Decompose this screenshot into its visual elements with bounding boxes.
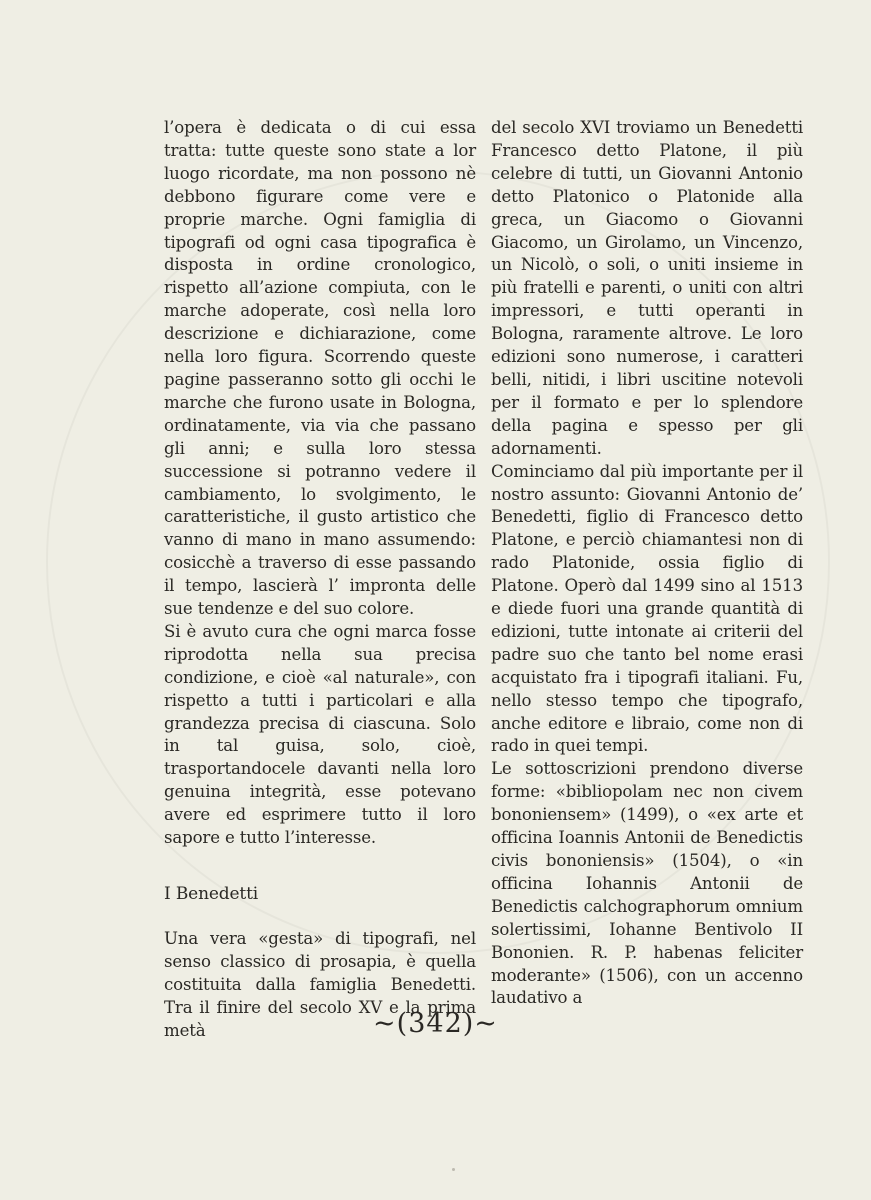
section-heading: I Benedetti: [164, 884, 259, 904]
right-column: [491, 117, 803, 1010]
paragraph: del secolo XVI troviamo un Benedetti Francesco detto Platone, il più celebre di tutti, un Giovanni Antonio detto Platonico o Platonide alla greca, un Giacomo o Giovanni Giacomo, un Girolamo, un Vincenzo, un Nicolò, o soli, o uniti insieme in più fratelli e parenti, o uniti con altri impressori, e tutti operanti in Bologna, raramente altrove. Le loro edizioni sono numerose, i caratteri belli, nitidi, i libri uscitine notevoli per il formato e per lo splendore della pagina e spesso per gli adornamenti.: [491, 118, 803, 458]
paragraph: Si è avuto cura che ogni marca fosse riprodotta nella sua precisa condizione, e cioè «al naturale», con rispetto a tutti i particolari e alla grandezza precisa di ciascuna. Solo in tal guisa, solo, cioè, trasportandocele davanti nella loro genuina integrità, esse potevano avere ed esprimere tutto il loro sapore e tutto l’interesse.: [164, 621, 476, 848]
page-number: [0, 1008, 871, 1039]
page-number-ornament-left: ~(: [373, 1008, 409, 1039]
paper-speck: [452, 1168, 455, 1171]
paragraph: l’opera è dedicata o di cui essa tratta: tutte queste sono state a lor luogo ricordate, ma non possono nè debbono figurare come vere e proprie marche. Ogni famiglia di tipografi od ogni casa tipografica è disposta in ordine cronologico, rispetto all’azione compiuta, con le marche adoperate, così nella loro descrizione e dichiarazione, come nella loro figura. Scorrendo queste pagine passeranno sotto gli occhi le marche che furono usate in Bologna, ordinatamente, via via che passano gli anni; e sulla loro stessa successione si potranno vedere il cambiamento, lo svolgimento, le caratteristiche, il gusto artistico che vanno di mano in mano assumendo: cosicchè a traverso di esse passando il tempo, lascierà l’ impronta delle sue tendenze e del suo colore.: [164, 118, 476, 619]
paragraph: Cominciamo dal più importante per il nostro assunto: Giovanni Antonio de’ Benedetti, figlio di Francesco detto Platone, e perciò chiamantesi non di rado Platonide, ossia figlio di Platone. Operò dal 1499 sino al 1513 e diede fuori una grande quantità di edizioni, tutte intonate ai criterii del padre suo che tanto bel nome erasi acquistato fra i tipografi italiani. Fu, nello stesso tempo che tipografo, anche editore e libraio, come non di rado in quei tempi.: [491, 461, 803, 756]
paragraph: Le sottoscrizioni prendono diverse forme: «bibliopolam nec non civem bononiensem» (1499), o «ex arte et officina Ioannis Antonii de Benedictis civis bononiensis» (1504), o «in officina Iohannis Antonii de Benedictis calchographorum omnium solertissimi, Iohanne Bentivolo II Bononien. R. P. habenas feliciter moderante» (1506), con un accenno laudativo a: [491, 759, 803, 1008]
paragraph: Una vera «gesta» di tipografi, nel senso classico di prosapia, è quella costituita dalla famiglia Benedetti. Tra il finire del secolo XV e la prima metà: [164, 929, 476, 1040]
page-number-ornament-right: )~: [462, 1008, 498, 1039]
page-number-value: 342: [408, 1008, 463, 1039]
left-column: [164, 117, 476, 1043]
